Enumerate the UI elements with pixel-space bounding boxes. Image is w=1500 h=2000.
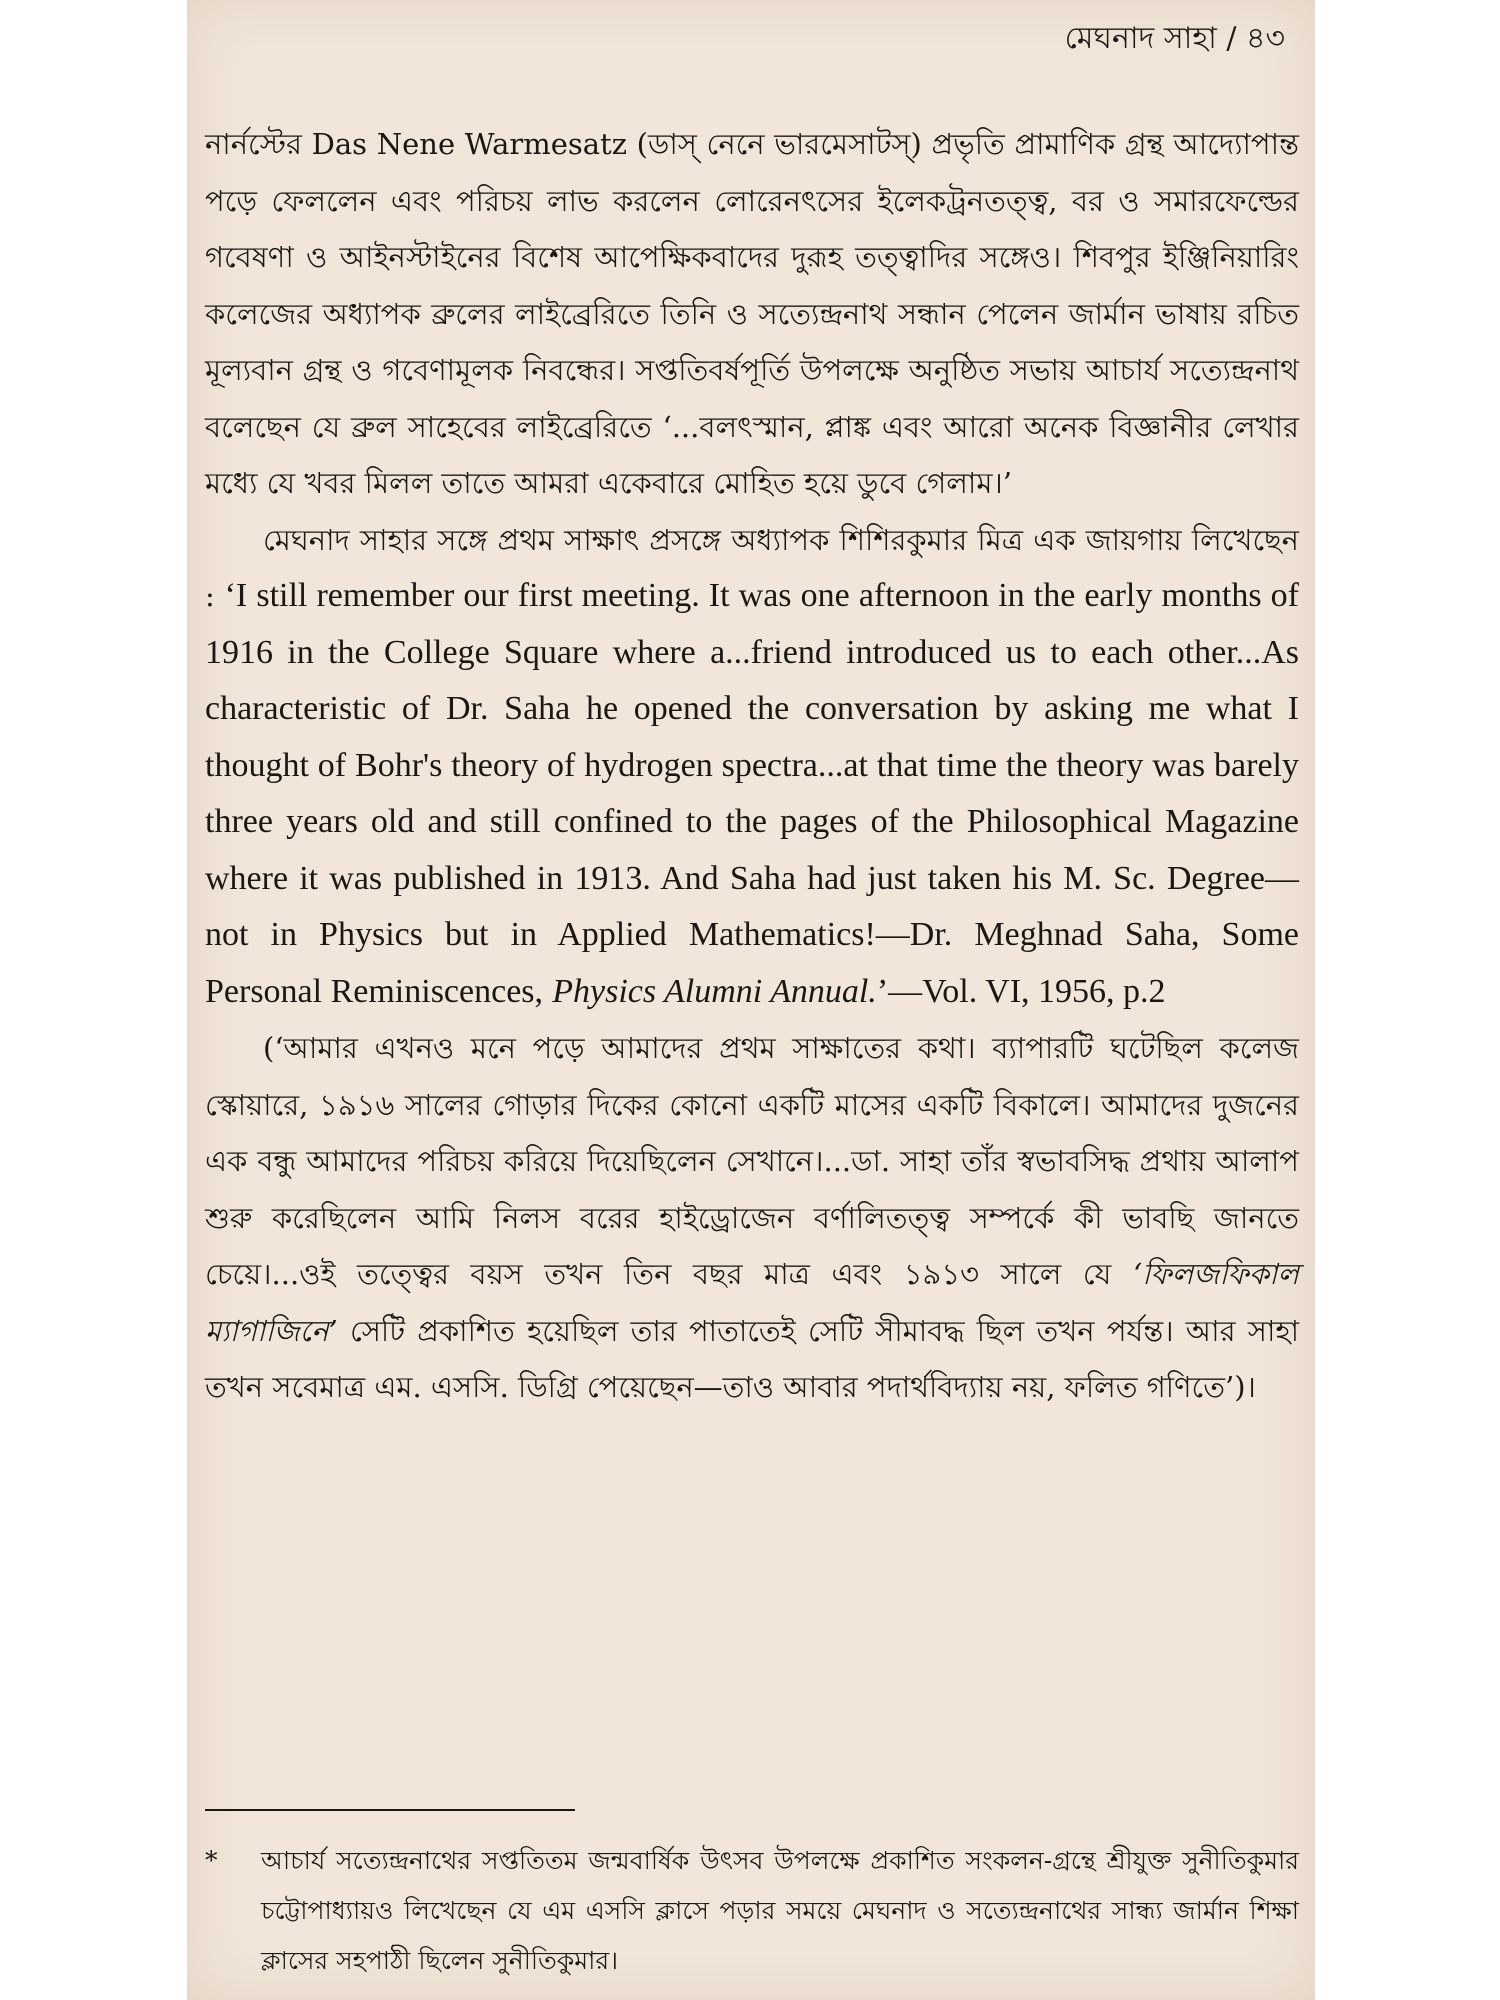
paragraph-2-intro: মেঘনাদ সাহার সঙ্গে প্রথম সাক্ষাৎ প্রসঙ্গে অধ্যাপক শিশিরকুমার মিত্র এক জায়গায় লিখেছেন : [205,522,1299,613]
body-text [205,116,1299,1416]
footnote-text: আচার্য সত্যেন্দ্রনাথের সপ্ততিতম জন্মবার্ষিক উৎসব উপলক্ষে প্রকাশিত সংকলন-গ্রন্থে শ্রীযুক্ত সুনীতিকুমার চট্টোপাধ্যায়ও লিখেছেন যে এম এসসি ক্লাসে পড়ার সময়ে মেঘনাদ ও সত্যেন্দ্রনাথের সান্ধ্য জার্মান শিক্ষা ক্লাসের সহপাঠী ছিলেন সুনীতিকুমার। [261,1846,1299,1975]
running-head: মেঘনাদ সাহা / ৪৩ [1064,21,1285,56]
footnote-separator [205,1809,575,1811]
paragraph-3 [205,1020,1299,1416]
translation-part-1: (‘আমার এখনও মনে পড়ে আমাদের প্রথম সাক্ষাতের কথা। ব্যাপারটি ঘটেছিল কলেজ স্কোয়ারে, ১৯১৬ সালের গোড়ার দিকের কোনো একটি মাসের একটি বিকালে। আমাদের দুজনের এক বন্ধু আমাদের পরিচয় করিয়ে দিয়েছিলেন সেখানে।...ডা. সাহা তাঁর স্বভাবসিদ্ধ প্রথায় আলাপ শুরু করেছিলেন আমি নিলস বরের হাইড্রোজেন বর্ণালিতত্ত্ব সম্পর্কে কী ভাবছি জানতে চেয়ে।...ওই তত্ত্বের বয়স তখন তিন বছর মাত্র এবং ১৯১৩ সালে যে [205,1031,1299,1291]
footnote-marker: * [205,1846,218,1875]
journal-title: Physics Alumni Annual. [552,972,877,1010]
book-page [187,0,1315,2000]
paragraph-1: নার্নস্টের Das Nene Warmesatz (ডাস্ নেনে ভারমেসাটস্) প্রভৃতি প্রামাণিক গ্রন্থ আদ্যোপান্ত পড়ে ফেললেন এবং পরিচয় লাভ করলেন লোরেনৎসের ইলেকট্রনতত্ত্ব, বর ও সমারফেল্ডের গবেষণা ও আইনস্টাইনের বিশেষ আপেক্ষিকবাদের দুরূহ তত্ত্বাদির সঙ্গেও। শিবপুর ইঞ্জিনিয়ারিং কলেজের অধ্যাপক ব্রুলের লাইব্রেরিতে তিনি ও সত্যেন্দ্রনাথ সন্ধান পেলেন জার্মান ভাষায় রচিত মূল্যবান গ্রন্থ ও গবেণামূলক নিবন্ধের। সপ্ততিবর্ষপূর্তি উপলক্ষে অনুষ্ঠিত সভায় আচার্য সত্যেন্দ্রনাথ বলেছেন যে ব্রুল সাহেবের লাইব্রেরিতে ‘...বলৎস্মান, প্লাঙ্ক এবং আরো অনেক বিজ্ঞানীর লেখার মধ্যে যে খবর মিলল তাতে আমরা একেবারে মোহিত হয়ে ডুবে গেলাম।’ [205,127,1299,500]
translation-part-2: সেটি প্রকাশিত হয়েছিল তার পাতাতেই সেটি সীমাবদ্ধ ছিল তখন পর্যন্ত। আর সাহা তখন সবেমাত্র এম. এসসি. ডিগ্রি পেয়েছেন—তাও আবার পদার্থবিদ্যায় নয়, ফলিত গণিতে’)। [205,1313,1299,1404]
paragraph-2 [205,512,1299,1021]
citation: ’—Vol. VI, 1956, p.2 [876,972,1166,1010]
footnote [205,1836,1299,1986]
english-quote: ‘I still remember our first meeting. It was one afternoon in the early months of 1916 in the College Square where a...friend introduced us to each other...As characteristic of Dr. Saha he opened the conversation by asking me what I thought of Bohr's theory of hydrogen spectra...at that time the theory was barely three years old and still confined to the pages of the Philosophical Magazine where it was published in 1913. And Saha had just taken his M. Sc. Degree—not in Physics but in Applied Mathematics!—Dr. Meghnad Saha, Some Personal Reminiscences, [205,577,1299,1010]
magazine-name: ‘ফিলজফিকাল ম্যাগাজিনে’ [205,1257,1300,1348]
